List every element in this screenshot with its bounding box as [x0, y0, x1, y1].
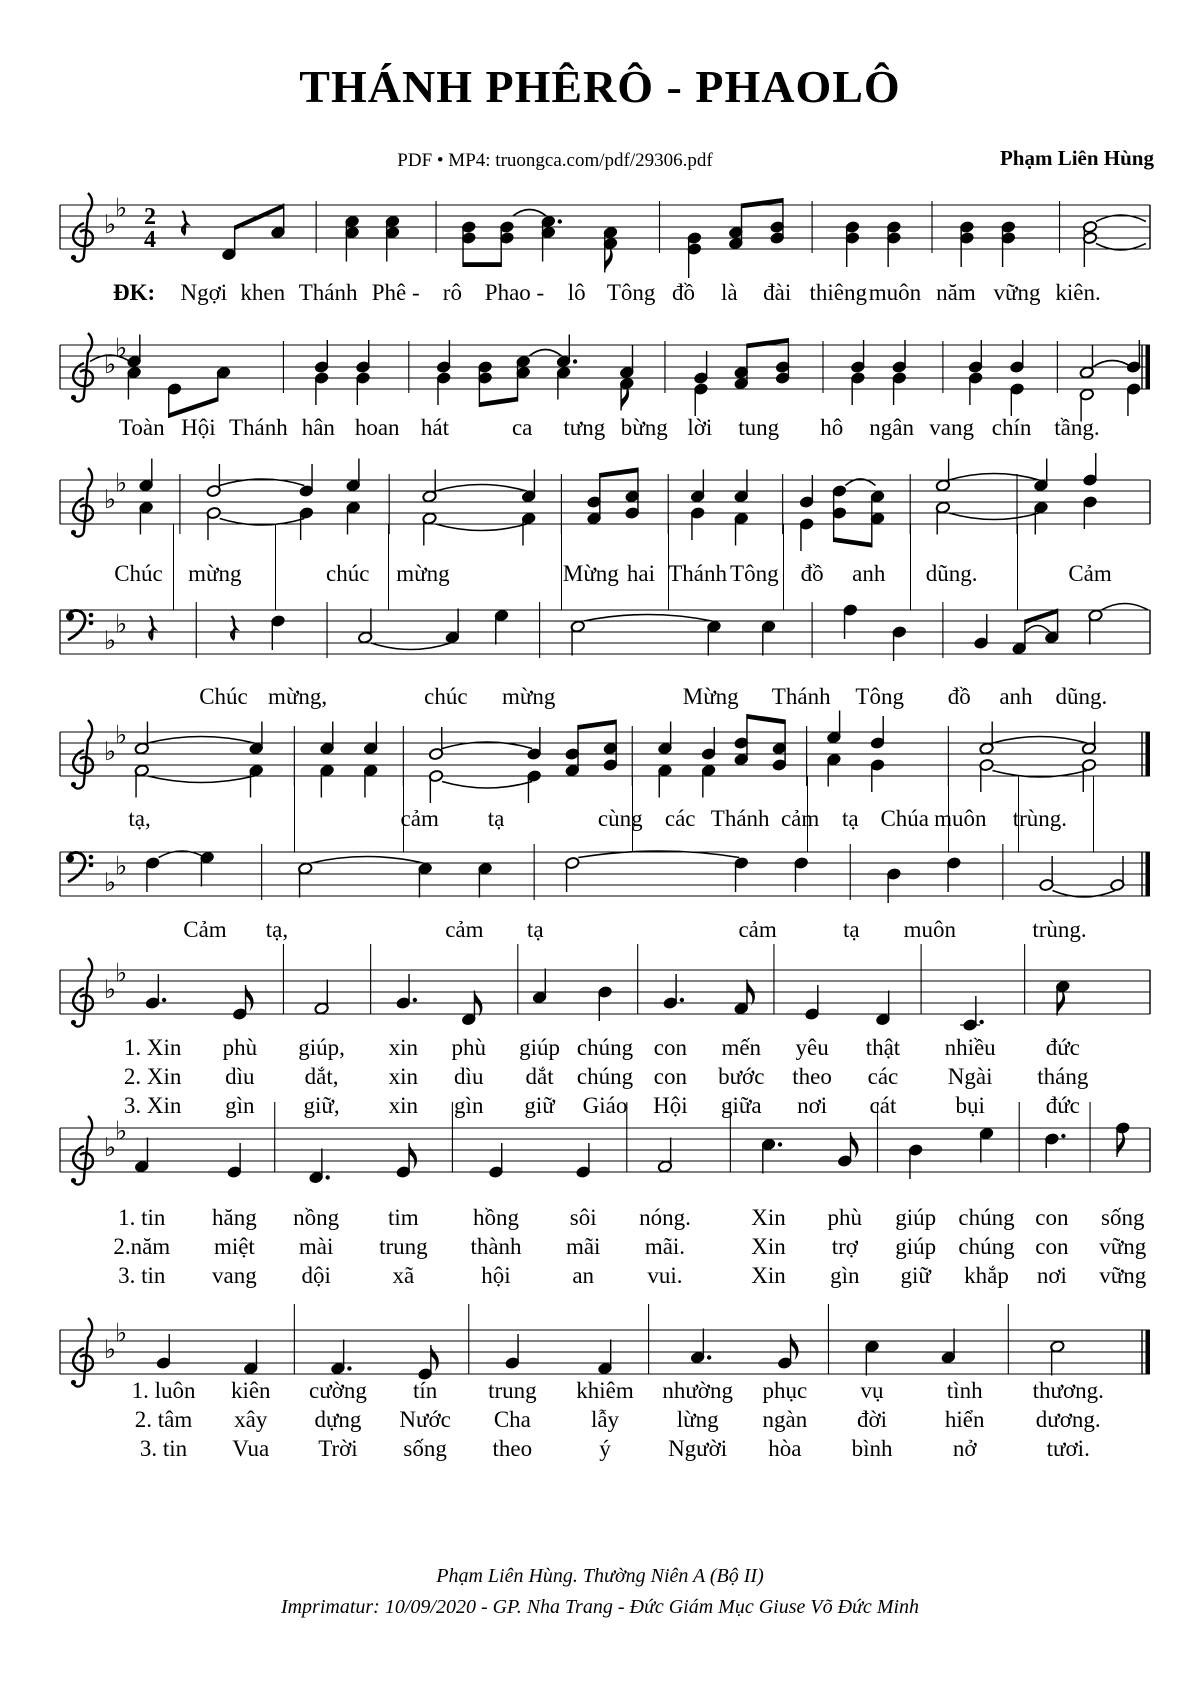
bass-clef-icon	[66, 611, 93, 640]
lyric-word: chúng	[958, 1205, 1015, 1230]
lyric-word: con	[1035, 1205, 1069, 1230]
key-signature	[104, 469, 127, 516]
lyric-word: đức	[1045, 1035, 1080, 1060]
footer-credit: Phạm Liên Hùng. Thường Niên A (Bộ II)	[436, 1565, 764, 1587]
lyric-line	[0, 415, 1200, 443]
lyric-word: hồng	[473, 1205, 519, 1230]
lyric-word: 2.năm	[113, 1234, 171, 1259]
lyric-word: theo	[792, 1064, 832, 1089]
notes	[134, 711, 1096, 804]
lyric-word: tưng	[563, 415, 606, 440]
lyric-word: gìn	[830, 1263, 860, 1288]
lyric-word: sống	[403, 1436, 447, 1461]
lyric-word: đài	[763, 280, 792, 305]
lyric-word: dũng.	[925, 561, 978, 586]
lyric-word: hai	[626, 561, 656, 586]
svg-text:♭: ♭	[104, 868, 117, 898]
lyric-word: tung	[738, 415, 780, 440]
lyric-word: Phê -	[371, 280, 420, 305]
lyric-word: xin	[388, 1093, 419, 1118]
lyric-word: 3. tin	[118, 1263, 166, 1288]
lyric-word: Trời	[318, 1436, 358, 1461]
lyric-word: trùng.	[1012, 806, 1068, 831]
lyric-word: lừng	[676, 1407, 719, 1432]
lyric-word: kiên.	[1055, 280, 1101, 305]
staff-system-4	[40, 580, 1160, 700]
lyric-word: đồ	[947, 684, 971, 709]
lyric-word: rô	[442, 280, 462, 305]
lyric-word: theo	[492, 1436, 533, 1461]
lyric-word: bụi	[955, 1093, 985, 1118]
lyric-word: lời	[687, 415, 713, 440]
lyric-word: trợ	[831, 1234, 858, 1259]
svg-text:♭: ♭	[104, 975, 117, 1005]
lyric-word: con	[653, 1064, 687, 1089]
lyric-word: Vua	[232, 1436, 270, 1461]
lyric-line	[0, 1407, 1200, 1435]
lyric-word: miệt	[213, 1234, 255, 1259]
lyric-word: bình	[851, 1436, 893, 1461]
lyric-word: ĐK:	[113, 280, 156, 305]
lyric-line	[0, 684, 1200, 712]
lyric-word: chúng	[576, 1064, 634, 1089]
lyric-word: anh	[999, 684, 1033, 709]
lyric-word: anh	[852, 561, 886, 586]
lyric-word: bước	[718, 1064, 765, 1089]
barlines	[294, 726, 1150, 786]
lyric-line	[0, 280, 1200, 308]
lyric-word: xã	[392, 1263, 415, 1288]
lyric-word: khen	[240, 280, 286, 305]
lyric-word: Thánh	[298, 280, 358, 305]
lyric-word: Phao -	[484, 280, 545, 305]
lyric-line	[0, 1093, 1200, 1121]
svg-text:♭: ♭	[115, 609, 128, 640]
lyric-word: Tông	[855, 684, 904, 709]
lyric-word: vụ	[860, 1378, 884, 1403]
lyric-word: sôi	[569, 1205, 597, 1230]
lyric-word: nơi	[797, 1093, 828, 1118]
lyric-word: hiển	[944, 1407, 985, 1432]
lyric-word: hăng	[212, 1205, 257, 1230]
lyric-word: mến	[721, 1035, 762, 1060]
lyric-word: muôn	[868, 280, 922, 305]
lyric-word: Xin	[751, 1205, 786, 1230]
lyric-word: chín	[991, 415, 1032, 440]
lyric-word: tình	[946, 1378, 983, 1403]
lyric-word: ngân	[869, 415, 915, 440]
svg-text:♭: ♭	[115, 193, 128, 224]
lyric-word: tạ,	[128, 806, 151, 831]
staff-system-5	[40, 702, 1160, 822]
lyric-word: muôn	[934, 806, 987, 831]
lyric-word: khiêm	[576, 1378, 634, 1403]
lyric-word: mừng	[502, 684, 556, 709]
bass-clef-icon	[66, 853, 93, 882]
svg-text:♭: ♭	[115, 468, 128, 499]
lyric-word: chúc	[424, 684, 468, 709]
lyric-word: nhường	[662, 1378, 733, 1403]
lyric-word: phù	[451, 1035, 486, 1060]
lyric-word: các	[867, 1064, 899, 1089]
staff-system-1	[40, 175, 1160, 295]
lyric-word: Ngài	[947, 1064, 993, 1089]
lyric-word: thương.	[1032, 1378, 1104, 1403]
staff-lines	[60, 345, 1150, 389]
lyric-word: dìu	[454, 1064, 484, 1089]
lyric-word: Cảm	[1068, 561, 1112, 586]
lyric-word: tạ	[487, 806, 505, 831]
lyric-word: cảm	[400, 806, 439, 831]
lyric-word: khắp	[964, 1263, 1009, 1288]
key-signature	[104, 721, 127, 768]
footer-imprimatur: Imprimatur: 10/09/2020 - GP. Nha Trang - Đức Giám Mục Giuse Võ Đức Minh	[280, 1596, 920, 1618]
source-line: PDF • MP4: truongca.com/pdf/29306.pdf	[397, 150, 713, 171]
svg-text:♭: ♭	[115, 1116, 128, 1147]
lyric-word: Chúc	[114, 561, 163, 586]
lyric-word: mãi.	[644, 1234, 686, 1259]
lyric-word: Chúc	[199, 684, 248, 709]
lyric-word: nhiều	[944, 1035, 996, 1060]
svg-text:♭: ♭	[115, 720, 128, 751]
lyric-word: chúng	[958, 1234, 1015, 1259]
lyric-line	[0, 1064, 1200, 1092]
lyric-word: tim	[388, 1205, 419, 1230]
lyric-word: hoan	[354, 415, 400, 440]
lyric-word: tạ	[843, 917, 860, 942]
lyric-word: Người	[668, 1436, 728, 1461]
lyric-word: xây	[234, 1407, 268, 1432]
svg-text:♭: ♭	[104, 737, 117, 767]
lyric-word: phù	[222, 1035, 258, 1060]
lyric-word: giúp	[895, 1234, 937, 1259]
lyric-word: ca	[511, 415, 533, 440]
lyric-word: bừng	[620, 415, 668, 440]
lyric-word: tươi.	[1046, 1436, 1090, 1461]
lyric-word: hát	[420, 415, 450, 440]
lyric-word: các	[664, 806, 696, 831]
lyric-word: trung	[379, 1234, 428, 1259]
lyric-word: là	[720, 280, 738, 305]
lyric-word: Cảm	[183, 917, 227, 942]
lyric-word: Mừng	[562, 561, 619, 586]
lyric-word: Xin	[751, 1234, 786, 1259]
lyric-word: vững	[1099, 1234, 1147, 1259]
barlines	[180, 474, 1150, 534]
lyric-word: sống	[1101, 1205, 1145, 1230]
lyric-word: kiên	[230, 1378, 271, 1403]
lyric-word: trùng.	[1032, 917, 1087, 942]
lyric-word: lô	[567, 280, 586, 305]
lyric-word: vững	[1099, 1263, 1147, 1288]
lyric-word: chúng	[576, 1035, 634, 1060]
lyric-line	[0, 1205, 1200, 1233]
lyric-line	[0, 1263, 1200, 1291]
lyric-line	[0, 806, 1200, 834]
lyric-word: mãi	[565, 1234, 601, 1259]
time-signature	[144, 204, 156, 253]
lyric-word: vang	[929, 415, 974, 440]
lyric-word: cảm	[780, 806, 820, 831]
lyric-word: ngàn	[762, 1407, 808, 1432]
lyric-word: tầng.	[1054, 415, 1100, 440]
lyric-word: thật	[865, 1035, 901, 1060]
lyric-word: giúp,	[298, 1035, 345, 1060]
lyric-word: đời	[857, 1407, 888, 1432]
lyric-word: Giáo	[582, 1093, 628, 1118]
lyric-word: cùng	[597, 806, 643, 831]
key-signature	[104, 610, 127, 657]
lyric-word: 3. tin	[139, 1436, 188, 1461]
staff-lines	[60, 852, 1150, 896]
lyric-word: phù	[827, 1205, 863, 1230]
lyric-word: thiêng	[809, 280, 867, 305]
staff-lines	[60, 480, 1150, 524]
lyric-word: đồ	[800, 561, 824, 586]
lyric-word: Ngợi	[180, 280, 228, 305]
lyric-word: xin	[388, 1064, 419, 1089]
lyric-word: Cha	[493, 1407, 531, 1432]
lyric-word: Mừng	[682, 684, 739, 709]
lyric-word: mừng	[396, 561, 450, 586]
lyric-word: giúp	[895, 1205, 937, 1230]
lyric-word: tạ	[841, 806, 859, 831]
lyric-word: chúc	[326, 561, 370, 586]
lyric-word: giữa	[720, 1093, 762, 1118]
lyric-word: Tông	[606, 280, 656, 305]
lyric-word: Thánh	[668, 561, 728, 586]
lyric-word: đức	[1045, 1093, 1080, 1118]
svg-text:♭: ♭	[115, 1318, 128, 1349]
lyric-line	[0, 1378, 1200, 1406]
lyric-word: thành	[470, 1234, 522, 1259]
svg-text:♭: ♭	[104, 1335, 117, 1365]
notes	[145, 851, 1125, 903]
lyric-word: tạ	[526, 917, 544, 942]
lyric-word: vang	[212, 1263, 257, 1288]
lyric-word: cảm	[445, 917, 484, 942]
lyric-word: hòa	[768, 1436, 802, 1461]
key-signature	[104, 1319, 127, 1366]
lyric-word: dắt	[525, 1064, 554, 1089]
svg-text:♭: ♭	[104, 1133, 117, 1163]
lyric-word: tín	[413, 1378, 438, 1403]
lyric-word: cảm	[738, 917, 777, 942]
lyric-word: năm	[936, 280, 976, 305]
lyric-word: đồ	[671, 280, 695, 305]
lyric-word: trung	[488, 1378, 537, 1403]
composer-name: Phạm Liên Hùng	[999, 146, 1154, 170]
lyric-line	[0, 1035, 1200, 1063]
notes	[134, 1122, 1130, 1184]
lyric-word: con	[653, 1035, 687, 1060]
lyric-word: Toàn	[118, 415, 165, 440]
svg-text:♭: ♭	[104, 485, 117, 515]
lyric-word: giúp	[519, 1035, 561, 1060]
lyric-word: Thánh	[771, 684, 831, 709]
svg-text:4: 4	[144, 227, 156, 253]
lyric-word: yêu	[795, 1035, 829, 1060]
lyric-word: tạ,	[265, 917, 289, 942]
lyric-word: 2. tâm	[134, 1407, 193, 1432]
lyric-word: Chúa	[880, 806, 930, 831]
svg-text:♭: ♭	[115, 851, 128, 882]
lyric-word: nơi	[1036, 1263, 1067, 1288]
lyric-word: Hội	[181, 415, 216, 440]
lyric-word: hội	[481, 1263, 511, 1288]
staff-system-3	[40, 450, 1160, 570]
lyric-word: mừng,	[268, 684, 328, 709]
lyric-word: lẫy	[590, 1407, 620, 1432]
svg-text:♭: ♭	[104, 210, 117, 240]
lyric-word: 1. tin	[118, 1205, 166, 1230]
page-title: THÁNH PHÊRÔ - PHAOLÔ	[299, 61, 901, 112]
lyric-word: Xin	[751, 1263, 786, 1288]
lyric-word: nở	[952, 1436, 977, 1461]
key-signature	[104, 1117, 127, 1164]
key-signature	[104, 334, 127, 381]
lyric-word: muôn	[903, 917, 957, 942]
lyric-line	[0, 1234, 1200, 1262]
lyric-word: vui.	[647, 1263, 683, 1288]
svg-text:♭: ♭	[115, 333, 128, 364]
lyric-word: gìn	[454, 1093, 484, 1118]
lyric-word: mừng	[188, 561, 242, 586]
lyric-word: giữ	[524, 1093, 555, 1118]
lyric-word: tháng	[1037, 1064, 1089, 1089]
lyric-word: 1. Xin	[123, 1035, 182, 1060]
notes	[156, 1329, 1065, 1381]
lyric-word: gìn	[225, 1093, 255, 1118]
lyric-line	[0, 561, 1200, 589]
svg-text:♭: ♭	[115, 958, 128, 989]
lyric-word: dũng.	[1055, 684, 1108, 709]
lyric-word: hân	[301, 415, 335, 440]
lyric-word: ý	[599, 1436, 611, 1461]
lyric-word: Hội	[653, 1093, 688, 1118]
lyric-word: dựng	[314, 1407, 362, 1432]
lyric-word: Thánh	[228, 415, 288, 440]
lyric-line	[0, 1436, 1200, 1464]
lyric-word: dìu	[225, 1064, 255, 1089]
key-signature	[104, 852, 127, 899]
lyric-word: Tông	[730, 561, 779, 586]
lyric-word: an	[572, 1263, 595, 1288]
lyric-word: phục	[762, 1378, 808, 1403]
lyric-word: dương.	[1035, 1407, 1101, 1432]
svg-text:♭: ♭	[104, 350, 117, 380]
lyric-word: dắt,	[304, 1064, 339, 1089]
lyric-word: cường	[309, 1378, 367, 1403]
lyric-word: nóng.	[639, 1205, 691, 1230]
lyric-word: cát	[869, 1093, 897, 1118]
lyric-word: giữ	[900, 1263, 931, 1288]
svg-text:♭: ♭	[104, 626, 117, 656]
key-signature	[104, 194, 127, 241]
lyric-word: 1. luôn	[131, 1378, 196, 1403]
lyric-word: vững	[993, 280, 1041, 305]
lyric-word: mài	[298, 1234, 334, 1259]
lyric-word: 2. Xin	[123, 1064, 182, 1089]
lyric-word: xin	[388, 1035, 419, 1060]
lyric-word: con	[1035, 1234, 1069, 1259]
lyric-word: Thánh	[710, 806, 770, 831]
lyric-word: hô	[820, 415, 844, 440]
lyric-word: Nước	[399, 1407, 451, 1432]
lyric-line	[0, 917, 1200, 945]
lyric-word: nồng	[293, 1205, 340, 1230]
svg-text:2: 2	[144, 204, 156, 230]
key-signature	[104, 959, 127, 1006]
lyric-word: dội	[301, 1263, 331, 1288]
lyric-word: giữ,	[303, 1093, 340, 1118]
lyric-word: 3. Xin	[123, 1093, 182, 1118]
